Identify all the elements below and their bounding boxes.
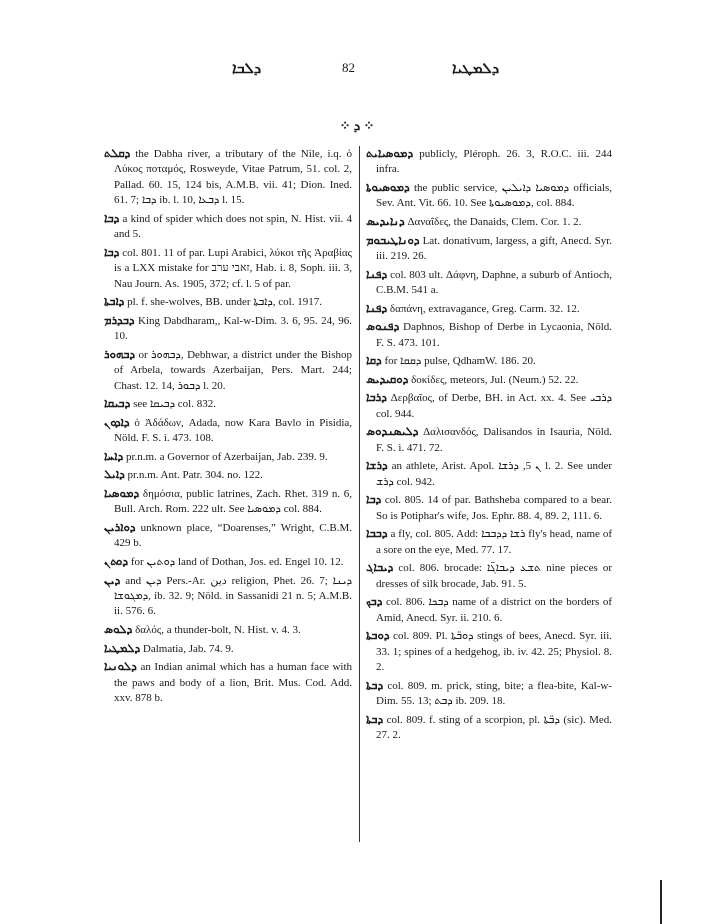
entry-headword: ܕܒܒܐ — [366, 526, 388, 541]
entry-headword: ܕܝܒܐܓ — [366, 560, 394, 575]
entry-headword: ܕܝܢ — [104, 572, 121, 587]
dictionary-entry — [366, 594, 612, 626]
entry-definition: the public service, ܕܡܘܣܝܐ ܕܐܝܠܝܢ officials, Sev. Ant. Vit. 66. 10. See ܕܡܘܣܝܘܬܐ, col. 884. — [376, 182, 613, 210]
entry-definition: col. 809. f. sting of a scorpion, pl. ܕܒ̈ܬܐ (sic). Med. 27. 2. — [376, 713, 613, 742]
entry-headword: ܕܪܫܐ — [366, 458, 388, 473]
dictionary-entry — [366, 526, 612, 558]
entry-headword: ܕܒܬܐ — [366, 677, 384, 692]
entry-headword: ܕܘܩܝܕܝܣ — [366, 371, 409, 386]
entry-definition: δαπάνη, extravagance, Greg. Carm. 32. 12. — [389, 302, 580, 315]
entry-definition: a kind of spider which does not spin, N. Hist. vii. 4 and 5. — [114, 212, 352, 241]
entry-definition: and ܕܝܢ Pers.-Ar. دين religion, Phet. 26. 7; ܕܝܢܐ ܕܡܓܘܫܐ, ib. 32. 9; Nöld. in Sassanidi 21 n. 5; A.M.B. ii. 576. 6. — [114, 574, 353, 618]
dictionary-entry — [104, 641, 352, 657]
entry-headword: ܕܐܚܐ — [104, 448, 124, 463]
dictionary-entry — [104, 449, 352, 465]
dictionary-entry — [104, 520, 352, 552]
entry-headword: ܕܡܘܣܝܐ — [104, 486, 140, 500]
entry-definition: Δαναΐδες, the Danaids, Clem. Cor. 1. 2. — [407, 216, 582, 228]
entry-definition: δαλός, a thunder-bolt, N. Hist. v. 4. 3. — [135, 624, 301, 636]
entry-definition: col. 806. brocade: ܬܫܥ ܕܝܒܐܓ̈ܐ nine pieces or dresses of silk brocade, Jab. 91. 5. — [376, 562, 612, 590]
dictionary-entry — [366, 678, 612, 710]
dictionary-entry — [366, 180, 612, 212]
entry-definition: col. 809. Pl. ܕܘܒ̈ܬܐ stings of bees, Anecd. Syr. iii. 33. 1; spines of a hedgehog, ib. iv. 42. 25; Physiol. 8. 2. — [376, 630, 613, 674]
dictionary-entry — [366, 319, 612, 351]
entry-definition: col. 803 ult. Δάφνη, Daphne, a suburb of Antioch, C.B.M. 541 a. — [376, 268, 612, 296]
entry-definition: the Dabha river, a tributary of the Nile, i.q. ὁ Λύκος ποταμός, Rosweyde, Vitae Patrum, 51. col. 2, Pallad. 60. 15, 124 bis, A.M.B. vii. 41; Dion. Ined. 61. 7; ܕܒܐ ib. l. 10, ܕܒܥܐ l. 15. — [114, 148, 353, 207]
entry-definition: col. 801. 11 of par. Lupi Arabici, λύκοι τῆς Ἀραβίας is a LXX mistake for זאבי ערב, Hab. i. 8, Soph. iii. 3, Nau Journ. As. 1905, 372; cf. l. 5 of par. — [114, 246, 353, 290]
entry-definition: a fly, col. 805. Add: ܪܫܐ ܕܕܒܒܐ fly's head, name of a sore on the eye, Med. 77. 17. — [376, 528, 613, 556]
dictionary-entry — [366, 424, 612, 456]
entry-headword: ܕܒܗܘܪ — [104, 346, 136, 361]
dictionary-entry — [104, 294, 352, 310]
entry-definition: pl. f. she-wolves, BB. under ܕܐܒܬܐ, col. 1917. — [127, 296, 322, 309]
right-column — [366, 146, 612, 746]
dictionary-entry — [104, 211, 352, 243]
dictionary-entry — [366, 372, 612, 388]
entry-definition: see ܕܒܝܩܐ col. 832. — [133, 398, 216, 411]
column-divider — [359, 146, 360, 842]
entry-definition: an Indian animal which has a human face with the paws and body of a lion, Brit. Mus. Cod. Add. xxv. 878 b. — [114, 661, 353, 704]
entry-headword: ܕܡܘܣܝܐܝܬ — [366, 146, 414, 160]
entry-headword: ܕܩܠܬ — [104, 146, 131, 160]
entry-headword: ܕܠܘܣ — [104, 622, 133, 636]
dictionary-entry — [366, 301, 612, 317]
entry-headword: ܕܒܐ — [366, 492, 382, 507]
dictionary-entry — [366, 390, 612, 422]
entry-headword: ܕܠܘܢܝܐ — [104, 659, 137, 674]
entry-definition: col. 805. 14 of par. Bathsheba compared to a bear. So is Potiphar's wife, Jos. Ephr. 88. 4, 89. 2, 111. 6. — [376, 494, 612, 522]
entry-headword: ܕܒܟ — [366, 594, 383, 609]
dictionary-entry — [366, 712, 612, 744]
entry-definition: an athlete, Arist. Apol. ܢ 5, ܕܪܫܐ l. 2. See under ܕܪܫ col. 942. — [376, 460, 613, 488]
entry-definition: Daphnos, Bishop of Derbe in Lycaonia, Nöld. F. S. 473. 101. — [376, 321, 613, 349]
entry-headword: ܕܘܐܪܝܢ — [104, 520, 136, 534]
running-head-right: ܕܠܡܛܝܐ — [452, 61, 500, 77]
entry-definition: δημόσια, public latrines, Zach. Rhet. 319 n. 6, Bull. Arch. Rom. 222 ult. See ܕܡܘܣܝܐ col. 884. — [114, 488, 352, 516]
entry-definition: Δαλισανδός, Dalisandos in Isauria, Nöld. F. S. i. 471. 72. — [376, 426, 613, 454]
entry-definition: publicly, Pléroph. 26. 3, R.O.C. iii. 244 infra. — [376, 148, 613, 176]
entry-definition: for ܕܩܩܐ pulse, QdhamW. 186. 20. — [384, 355, 536, 368]
dictionary-entry — [366, 353, 612, 369]
dictionary-entry — [366, 214, 612, 230]
entry-definition: King Dabdharam,, Kal-w-Dim. 3. 6, 95. 24, 96. 10. — [114, 314, 352, 343]
entry-headword: ܕܐܒܬܐ — [104, 294, 125, 309]
dictionary-entry — [104, 467, 352, 483]
entry-headword: ܕܐܝܠ — [104, 467, 125, 482]
entry-headword: ܕܒܕܪܡ — [104, 312, 135, 327]
entry-definition: col. 806. ܕܒܟܐ name of a district on the borders of Amid, Anecd. Syr. ii. 210. 6. — [376, 596, 612, 624]
entry-definition: pr.n.m. Ant. Patr. 304. no. 122. — [127, 469, 263, 482]
entry-headword: ܕܒܐ — [104, 210, 120, 225]
dictionary-entry — [366, 628, 612, 675]
dictionary-entry — [104, 486, 352, 518]
left-column — [104, 146, 352, 709]
dictionary-entry — [104, 415, 352, 447]
entry-headword: ܕܠܡܛܝܐ — [104, 640, 141, 655]
dictionary-entry — [366, 233, 612, 265]
entry-headword: ܕܠܝܣܢܕܘܣ — [366, 424, 419, 439]
page-edge-mark — [660, 880, 662, 924]
page-number: 82 — [342, 60, 355, 75]
entry-headword: ܕܒܬܐ — [366, 711, 384, 726]
entry-definition: unknown place, “Doarenses,” Wright, C.B.M. 429 b. — [114, 522, 352, 550]
dictionary-entry — [366, 458, 612, 490]
dictionary-entry — [366, 146, 612, 178]
dictionary-entry — [104, 573, 352, 620]
entry-headword: ܕܪܒܐ — [366, 390, 387, 405]
entry-headword: ܕܘܢܐܛܝܒܘܡ — [366, 232, 420, 247]
dictionary-entry — [104, 313, 352, 345]
entry-definition: Δερβαῖος, of Derbe, BH. in Act. xx. 4. See ܕܪܒܝ col. 944. — [376, 392, 612, 420]
entry-definition: pr.n.m. a Governor of Azerbaijan, Jab. 239. 9. — [125, 450, 328, 463]
entry-headword: ܕܡܘܣܝܘܬܐ — [366, 180, 410, 194]
dictionary-entry — [104, 554, 352, 570]
dictionary-entry — [104, 622, 352, 638]
dictionary-entry — [104, 396, 352, 412]
dictionary-entry — [366, 560, 612, 592]
dictionary-entry — [366, 492, 612, 524]
entry-headword: ܕܦܢܐ — [366, 266, 388, 281]
entry-definition: col. 809. m. prick, sting, bite; a flea-bite, Kal-w-Dim. 55. 13; ܕܒܬ ib. 209. 18. — [376, 679, 613, 708]
entry-definition: Dalmatia, Jab. 74. 9. — [142, 642, 234, 655]
dictionary-entry — [104, 659, 352, 706]
dictionary-entry — [104, 347, 352, 394]
entry-headword: ܕܐܕܘܢ — [104, 414, 130, 429]
entry-definition: ὁ Ἀδάδων, Adada, now Kara Bavlo in Pisidia, Nöld. F. S. i. 473. 108. — [114, 416, 353, 445]
entry-definition: for ܕܘܬܝܢ land of Dothan, Jos. ed. Engel 10. 12. — [130, 556, 344, 568]
entry-headword: ܕܩܐ — [366, 353, 382, 368]
section-letter-heading: ⁘ ܕ ⁘ — [339, 118, 375, 133]
dictionary-entry — [104, 146, 352, 209]
entry-headword: ܕܦܢܘܣ — [366, 319, 400, 334]
entry-definition: δοκίδες, meteors, Jul. (Neum.) 52. 22. — [411, 373, 579, 386]
entry-headword: ܕܘܒܬܐ — [366, 628, 390, 643]
entry-definition: or ܕܒܗܘܪ, Debhwar, a district under the Bishop of Arbela, towards Azerbaijan, Pers. Mart. 244; Chast. 12. 14, ܕܒܘܪ l. 20. — [114, 348, 353, 392]
running-head-left: ܕܠܒܐ — [232, 61, 262, 77]
entry-headword: ܕܘܬܢ — [104, 554, 129, 568]
entry-headword: ܕܒܝܩܐ — [104, 396, 131, 411]
entry-definition: Lat. donativum, largess, a gift, Anecd. Syr. iii. 219. 26. — [376, 234, 612, 262]
entry-headword: ܕܢܐܝܕܝܣ — [366, 214, 405, 228]
dictionary-entry — [366, 267, 612, 299]
dictionary-entry — [104, 245, 352, 292]
entry-headword: ܕܦܢܐ — [366, 300, 388, 315]
entry-headword: ܕܒܐ — [104, 244, 120, 259]
running-head — [0, 58, 714, 80]
